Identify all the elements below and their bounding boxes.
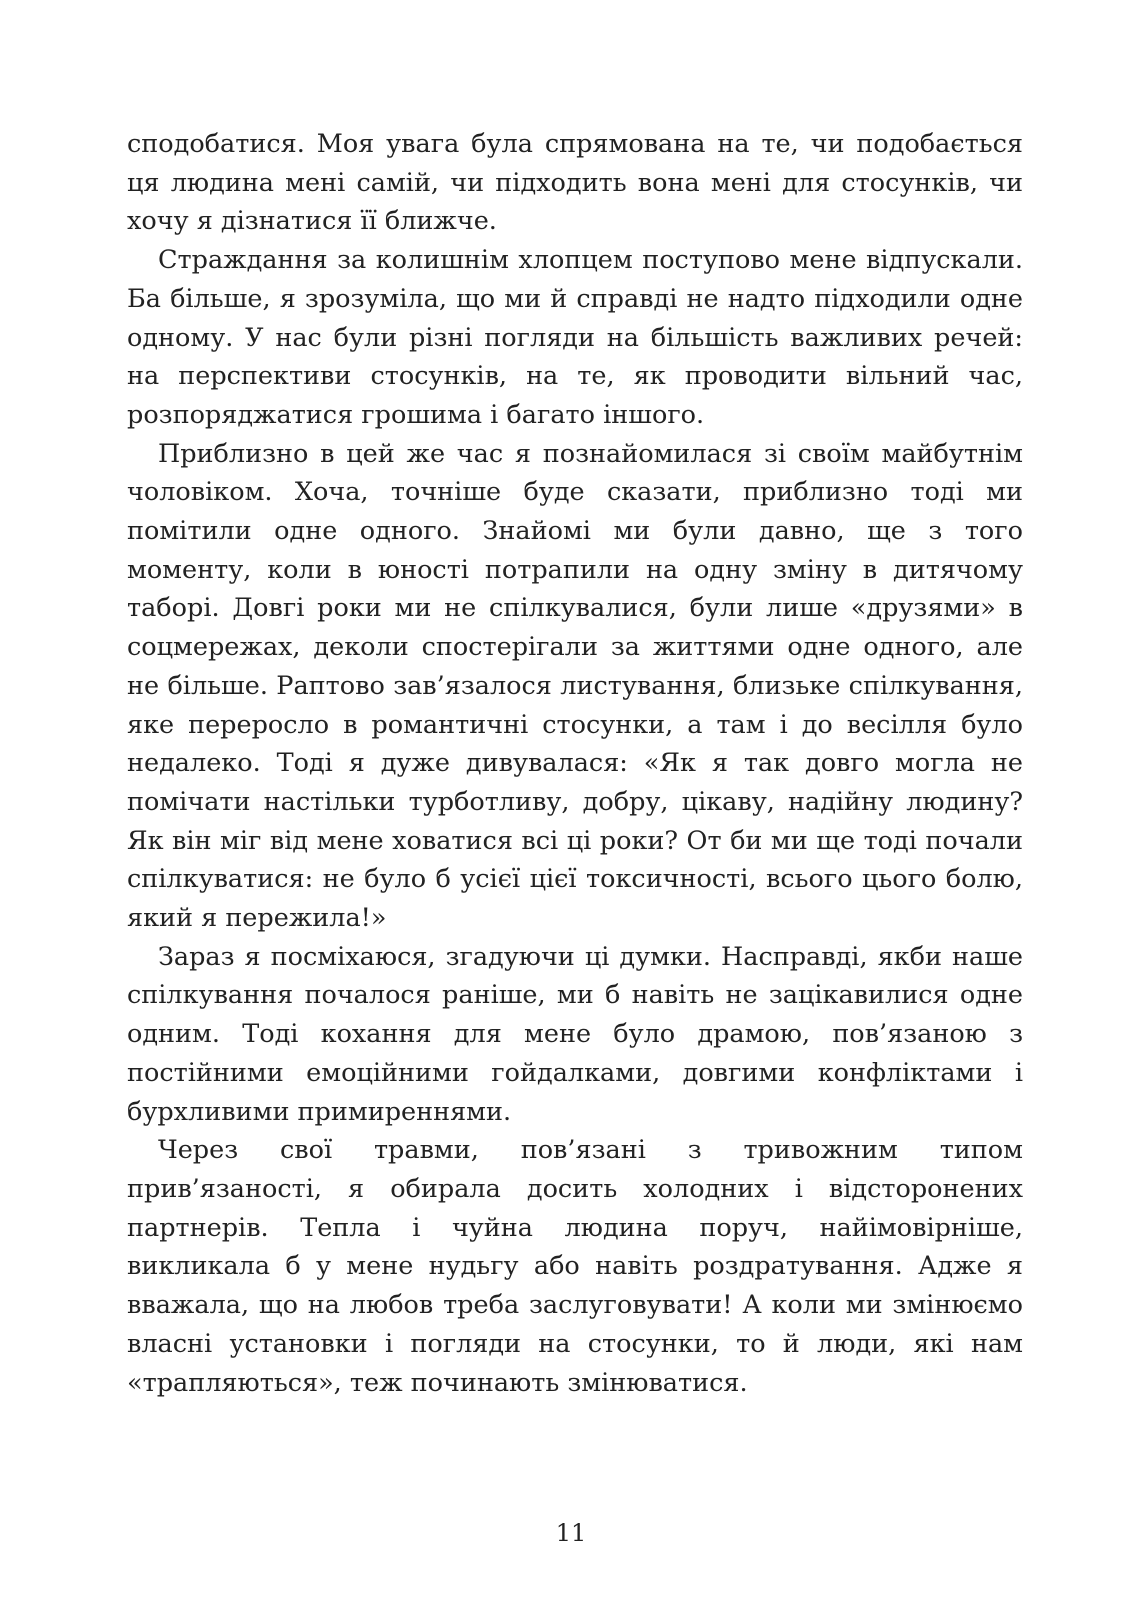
page-number: 11	[555, 1519, 587, 1547]
paragraph-5: Через свої травми, пов’язані з тривожним типом прив’язаності, я обирала досить холодних і відсторонених партнерів. Тепла і чуйна людина поруч, найімовірніше, викликала б у мене нудьгу або навіть роздратування. Адже я вважала, що на любов треба заслуговувати! А коли ми змінюємо власні установки і погляди на стосунки, то й люди, які нам «трапляються», теж починають змінюватися.	[127, 1135, 1023, 1398]
paragraph-4: Зараз я посміхаюся, згадуючи ці думки. Насправді, якби наше спілкування почалося раніше, ми б навіть не зацікавилися одне одним. Тоді кохання для мене було драмою, пов’язаною з постійними емоційними гойдалками, довгими конфліктами і бурхливими примиреннями.	[127, 941, 1023, 1127]
body-text	[127, 125, 1023, 1402]
paragraph-3: Приблизно в цей же час я познайомилася зі своїм майбутнім чоловіком. Хоча, точніше буде сказати, приблизно тоді ми помітили одне одного. Знайомі ми були давно, ще з того моменту, коли в юності потрапили на одну зміну в дитячому таборі. Довгі роки ми не спілкувалися, були лише «друзями» в соцмережах, деколи спостерігали за життями одне одного, але не більше. Раптово зав’язалося листування, близьке спілкування, яке переросло в романтичні стосунки, а там і до весілля було недалеко. Тоді я дуже дивувалася: «Як я так довго могла не помічати настільки турботливу, добру, цікаву, надійну людину? Як він міг від мене ховатися всі ці роки? От би ми ще тоді почали спілкуватися: не було б усієї цієї токсичності, всього цього болю, який я пережила!»	[127, 438, 1023, 934]
paragraph-1: сподобатися. Моя увага була спрямована на те, чи подобається ця людина мені самій, чи підходить вона мені для стосунків, чи хочу я дізнатися її ближче.	[127, 129, 1023, 237]
paragraph-2: Страждання за колишнім хлопцем поступово мене відпускали. Ба більше, я зрозуміла, що ми й справді не надто підходили одне одному. У нас були різні погляди на більшість важливих речей: на перспективи стосунків, на те, як проводити вільний час, розпоряджатися грошима і багато іншого.	[127, 245, 1023, 430]
